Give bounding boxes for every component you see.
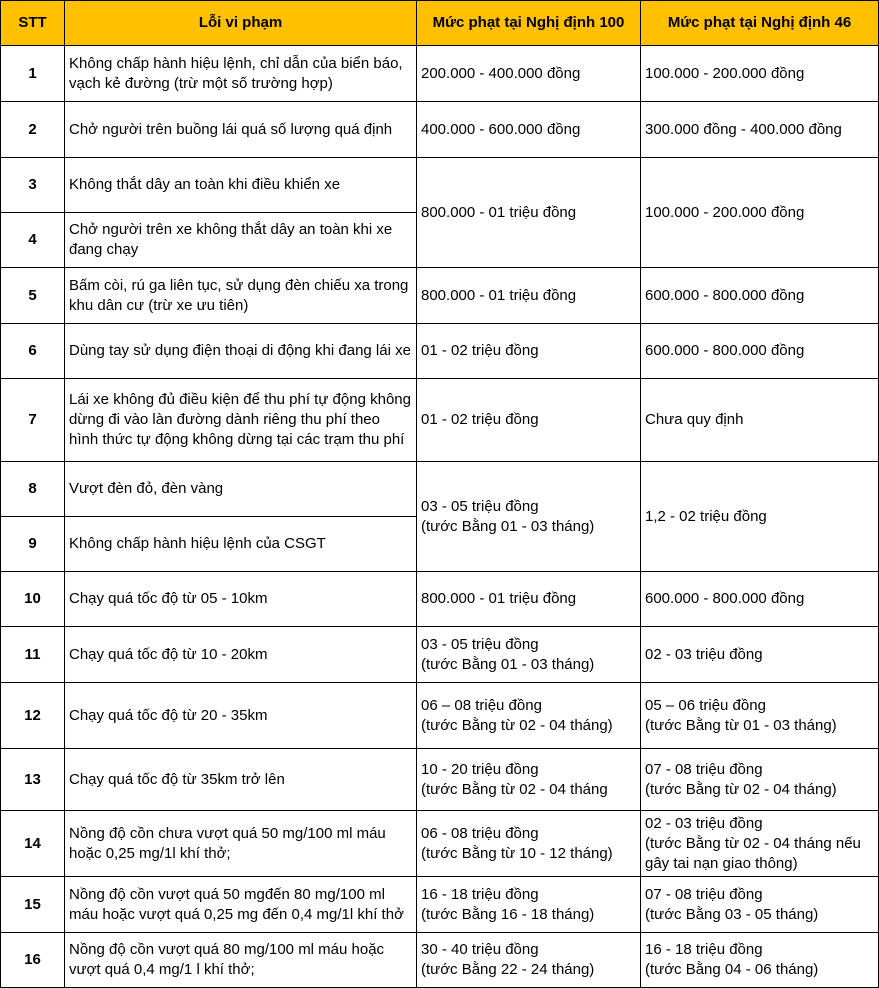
table-row: [1, 268, 879, 324]
row-number: 5: [1, 268, 65, 324]
violation-cell: Không chấp hành hiệu lệnh, chỉ dẫn của biển báo, vạch kẻ đường (trừ một số trường hợp): [65, 46, 417, 102]
violation-cell: Vượt đèn đỏ, đèn vàng: [65, 462, 417, 517]
fine-amount: 30 - 40 triệu đồng: [421, 941, 539, 958]
row-number: 6: [1, 324, 65, 379]
license-suspension: (tước Bằng 22 - 24 tháng): [421, 961, 595, 978]
fine-nd100-cell: 400.000 - 600.000 đồng: [417, 102, 641, 158]
fine-amount: 06 – 08 triệu đồng: [421, 696, 542, 714]
violation-cell: Nồng độ cồn vượt quá 50 mgđến 80 mg/100 ml máu hoặc vượt quá 0,25 mg đến 0,4 mg/1l khí thở: [65, 877, 417, 933]
violation-cell: Chạy quá tốc độ từ 05 - 10km: [65, 572, 417, 627]
fine-amount: 16 - 18 triệu đồng: [421, 885, 539, 903]
row-number: 9: [1, 517, 65, 572]
row-number: 12: [1, 683, 65, 749]
fine-nd46-cell: 600.000 - 800.000 đồng: [641, 572, 879, 627]
violation-cell: Không thắt dây an toàn khi điều khiển xe: [65, 158, 417, 213]
violation-cell: Dùng tay sử dụng điện thoại di động khi đang lái xe: [65, 324, 417, 379]
fine-nd100-cell: 01 - 02 triệu đồng: [417, 379, 641, 462]
fine-nd100-cell: 800.000 - 01 triệu đồng: [417, 158, 641, 268]
row-number: 3: [1, 158, 65, 213]
fine-nd46-cell: [641, 811, 879, 877]
fine-nd100-cell: 200.000 - 400.000 đồng: [417, 46, 641, 102]
fine-nd46-cell: 600.000 - 800.000 đồng: [641, 268, 879, 324]
table-row: [1, 933, 879, 988]
row-number: 7: [1, 379, 65, 462]
fine-nd46-cell: 300.000 đồng - 400.000 đồng: [641, 102, 879, 158]
fine-nd46-cell: [641, 683, 879, 749]
violation-cell: Nồng độ cồn vượt quá 80 mg/100 ml máu hoặc vượt quá 0,4 mg/1 l khí thở;: [65, 933, 417, 988]
table-row: [1, 627, 879, 683]
table-row: [1, 572, 879, 627]
fine-nd100-cell: 800.000 - 01 triệu đồng: [417, 572, 641, 627]
row-number: 11: [1, 627, 65, 683]
fine-amount: 02 - 03 triệu đồng: [645, 814, 763, 832]
license-suspension: (tước Bằng 16 - 18 tháng): [421, 905, 595, 923]
license-suspension: (tước Bằng từ 02 - 04 tháng: [421, 780, 608, 798]
license-suspension: (tước Bằng từ 02 - 04 tháng): [421, 716, 613, 734]
fine-nd46-cell: 100.000 - 200.000 đồng: [641, 46, 879, 102]
fine-nd100-cell: [417, 462, 641, 572]
row-number: 15: [1, 877, 65, 933]
fine-nd100-cell: [417, 749, 641, 811]
fine-nd46-cell: [641, 933, 879, 988]
violation-cell: Chở người trên buồng lái quá số lượng quá định: [65, 102, 417, 158]
table-row: [1, 158, 879, 213]
fine-nd46-cell: [641, 749, 879, 811]
fine-amount: 10 - 20 triệu đồng: [421, 760, 539, 778]
header-stt: STT: [1, 1, 65, 46]
fine-nd46-cell: Chưa quy định: [641, 379, 879, 462]
license-suspension: (tước Bằng từ 02 - 04 tháng nếu gây tai nạn giao thông): [645, 834, 861, 872]
table-row: [1, 46, 879, 102]
fine-nd46-cell: 1,2 - 02 triệu đồng: [641, 462, 879, 572]
fine-amount: 05 – 06 triệu đồng: [645, 696, 766, 714]
fine-nd100-cell: [417, 877, 641, 933]
license-suspension: (tước Bằng từ 02 - 04 tháng): [645, 780, 837, 798]
violation-cell: Chạy quá tốc độ từ 10 - 20km: [65, 627, 417, 683]
violation-cell: Không chấp hành hiệu lệnh của CSGT: [65, 517, 417, 572]
table-row: [1, 683, 879, 749]
table-row: [1, 102, 879, 158]
row-number: 10: [1, 572, 65, 627]
license-suspension: (tước Bằng từ 10 - 12 tháng): [421, 844, 613, 862]
fine-nd100-cell: [417, 627, 641, 683]
row-number: 4: [1, 213, 65, 268]
row-number: 13: [1, 749, 65, 811]
fine-nd100-cell: 01 - 02 triệu đồng: [417, 324, 641, 379]
row-number: 16: [1, 933, 65, 988]
violation-cell: Chở người trên xe không thắt dây an toàn khi xe đang chạy: [65, 213, 417, 268]
fine-nd100-cell: 800.000 - 01 triệu đồng: [417, 268, 641, 324]
table-row: [1, 877, 879, 933]
fine-nd46-cell: 100.000 - 200.000 đồng: [641, 158, 879, 268]
license-suspension: (tước Bằng 01 - 03 tháng): [421, 655, 595, 673]
license-suspension: (tước Bằng từ 01 - 03 tháng): [645, 716, 837, 734]
fine-nd100-cell: [417, 683, 641, 749]
fine-nd100-cell: [417, 933, 641, 988]
fine-amount: 07 - 08 triệu đồng: [645, 760, 763, 778]
table-row: [1, 462, 879, 517]
row-number: 2: [1, 102, 65, 158]
fine-amount: 16 - 18 triệu đồng: [645, 941, 763, 958]
fine-amount: 07 - 08 triệu đồng: [645, 885, 763, 903]
header-violation: Lỗi vi phạm: [65, 1, 417, 46]
table-row: [1, 379, 879, 462]
fine-amount: 03 - 05 triệu đồng: [421, 635, 539, 653]
violation-cell: Chạy quá tốc độ từ 35km trở lên: [65, 749, 417, 811]
fine-nd46-cell: 600.000 - 800.000 đồng: [641, 324, 879, 379]
row-number: 8: [1, 462, 65, 517]
row-number: 1: [1, 46, 65, 102]
license-suspension: (tước Bằng 01 - 03 tháng): [421, 517, 595, 535]
header-fine-nd46: Mức phạt tại Nghị định 46: [641, 1, 879, 46]
table-row: [1, 749, 879, 811]
header-fine-nd100: Mức phạt tại Nghị định 100: [417, 1, 641, 46]
fine-nd100-cell: [417, 811, 641, 877]
fine-nd46-cell: 02 - 03 triệu đồng: [641, 627, 879, 683]
table-row: [1, 811, 879, 877]
header-row: [1, 1, 879, 46]
fine-amount: 03 - 05 triệu đồng: [421, 497, 539, 515]
table-row: [1, 324, 879, 379]
violation-cell: Chạy quá tốc độ từ 20 - 35km: [65, 683, 417, 749]
row-number: 14: [1, 811, 65, 877]
violation-cell: Nồng độ cồn chưa vượt quá 50 mg/100 ml máu hoặc 0,25 mg/1l khí thở;: [65, 811, 417, 877]
violation-cell: Lái xe không đủ điều kiện để thu phí tự động không dừng đi vào làn đường dành riêng thu phí theo hình thức tự động không dừng tại các trạm thu phí: [65, 379, 417, 462]
fine-nd46-cell: [641, 877, 879, 933]
license-suspension: (tước Bằng 03 - 05 tháng): [645, 905, 819, 923]
violation-cell: Bấm còi, rú ga liên tục, sử dụng đèn chiếu xa trong khu dân cư (trừ xe ưu tiên): [65, 268, 417, 324]
license-suspension: (tước Bằng 04 - 06 tháng): [645, 961, 819, 978]
fine-amount: 06 - 08 triệu đồng: [421, 824, 539, 842]
